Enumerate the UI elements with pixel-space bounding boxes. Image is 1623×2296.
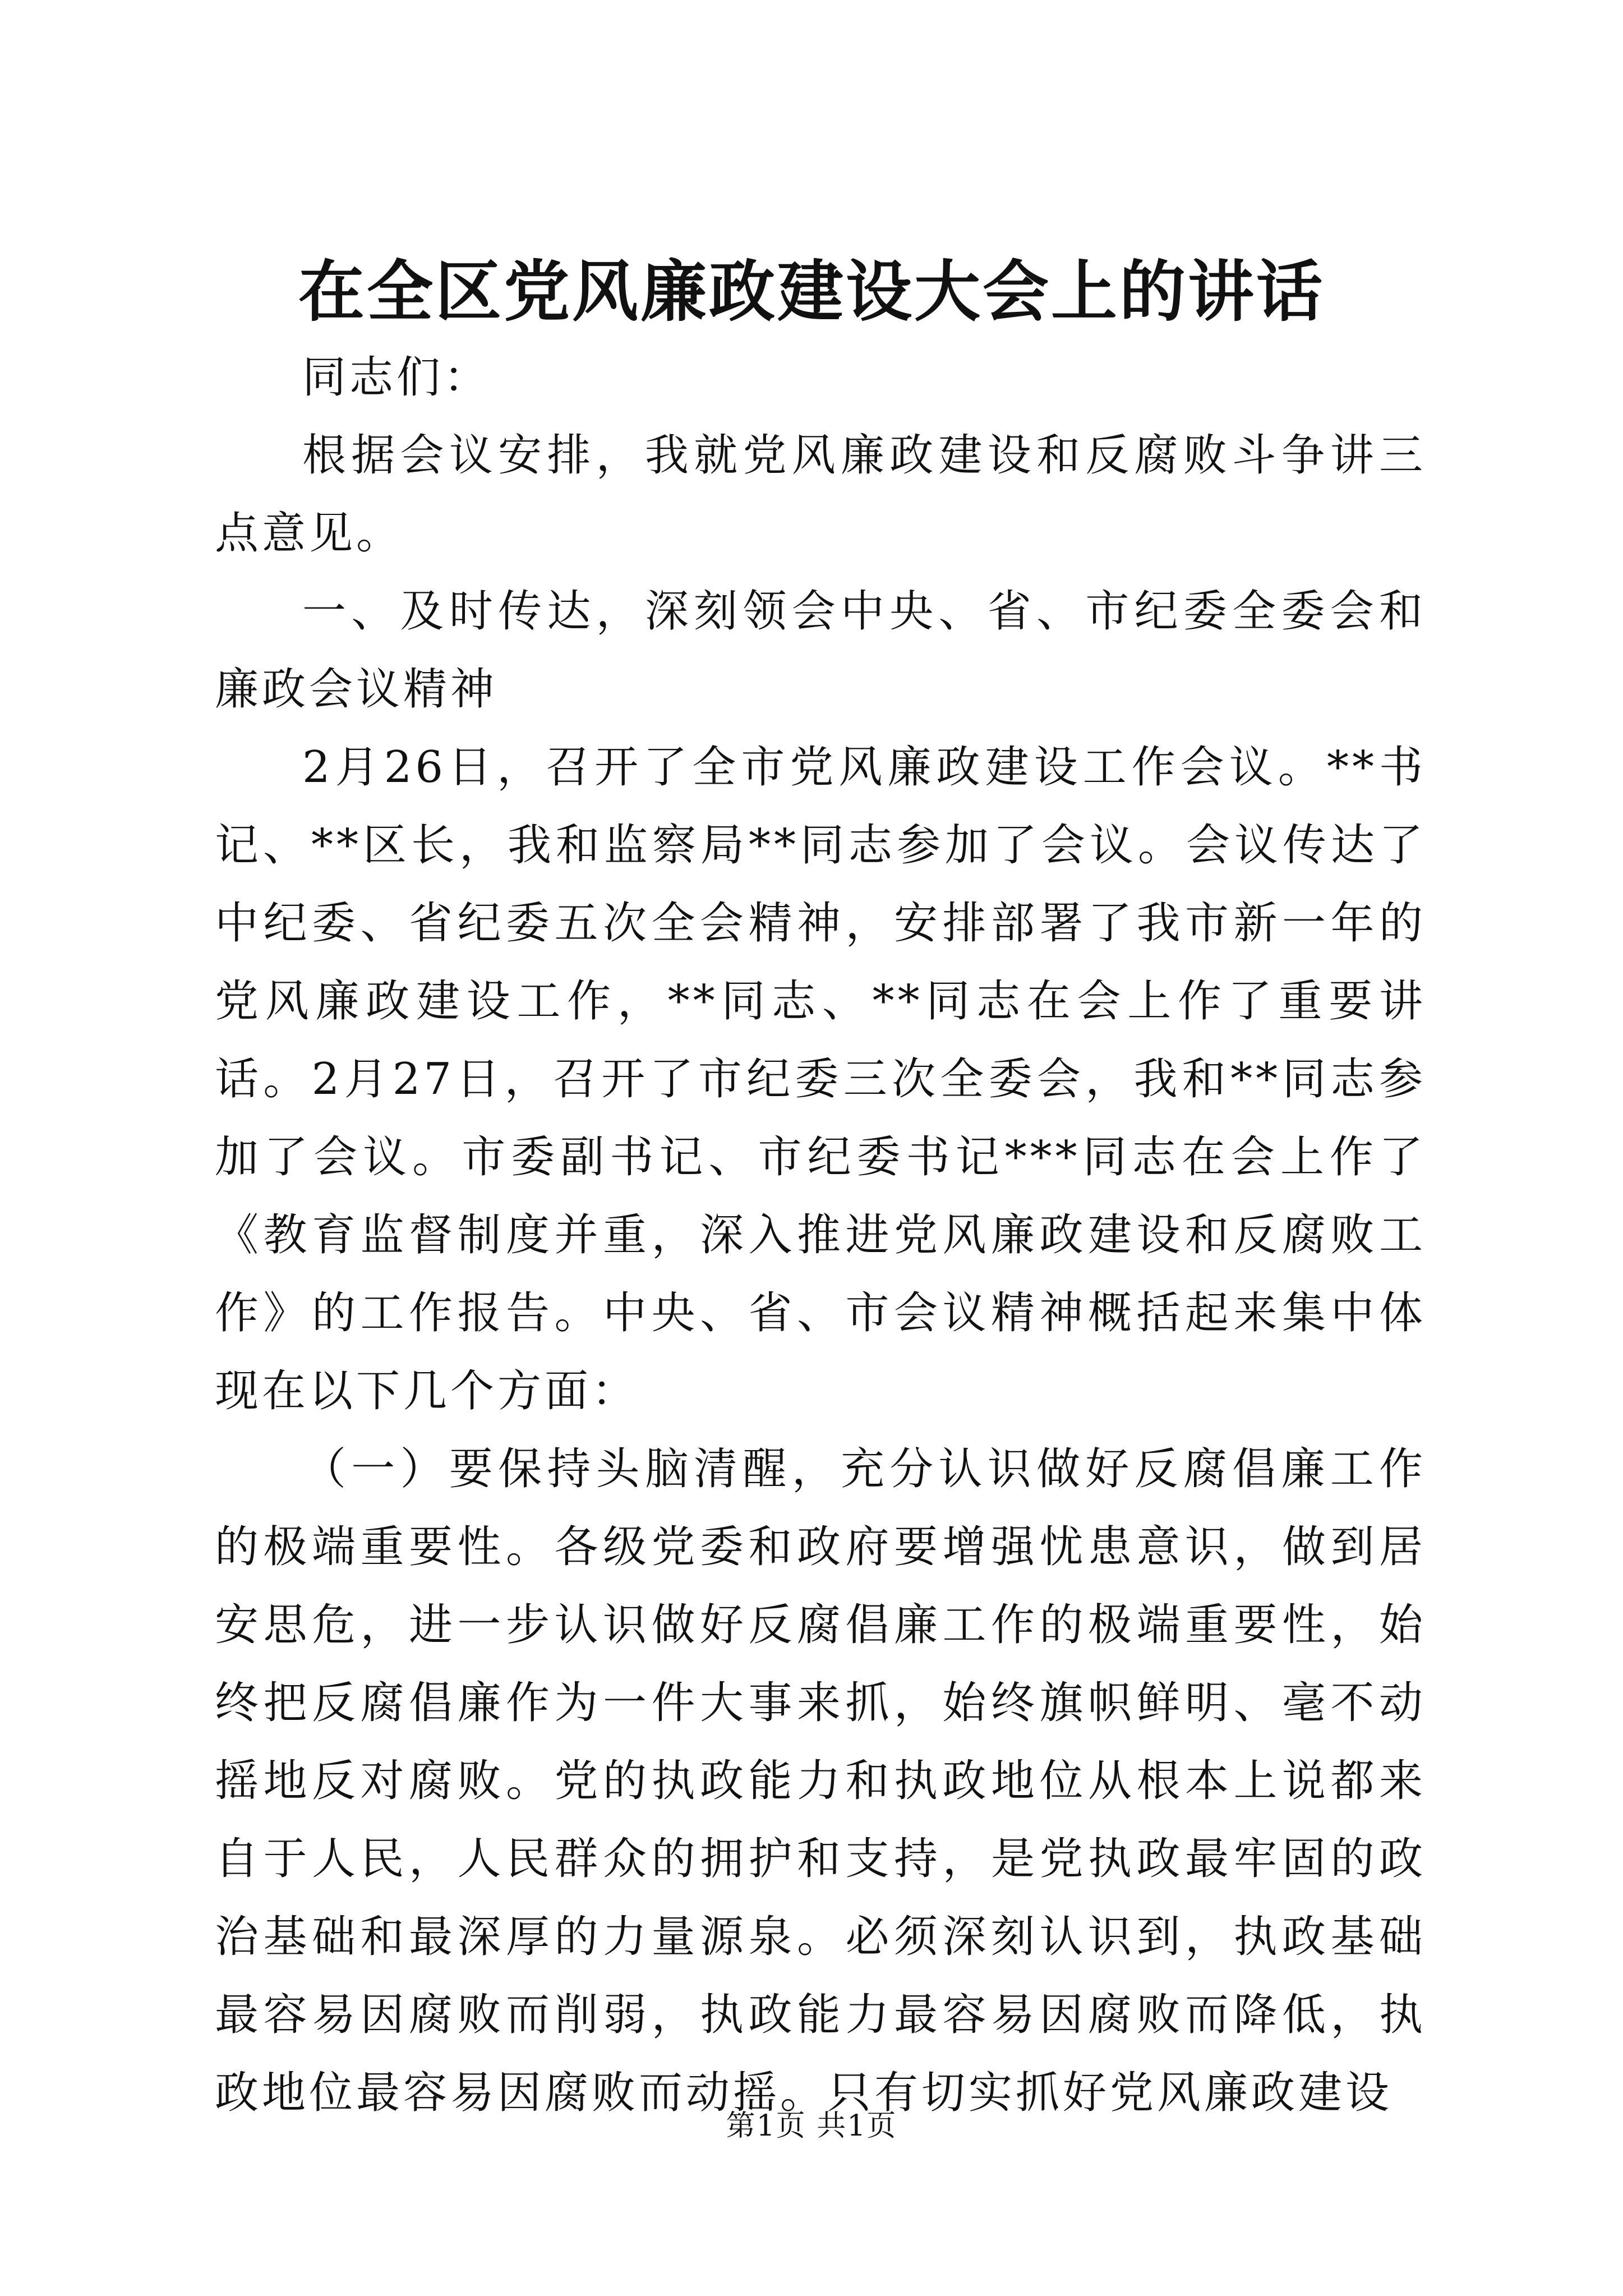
point-one-paragraph: （一）要保持头脑清醒，充分认识做好反腐倡廉工作的极端重要性。各级党委和政府要增强忧患意识，做到居安思危，进一步认识做好反腐倡廉工作的极端重要性，始终把反腐倡廉作为一件大事来抓，始终旗帜鲜明、毫不动摇地反对腐败。党的执政能力和执政地位从根本上说都来自于人民，人民群众的拥护和支持，是党执政最牢固的政治基础和最深厚的力量源泉。必须深刻认识到，执政基础最容易因腐败而削弱，执政能力最容易因腐败而降低，执政地位最容易因腐败而动摇。只有切实抓好党风廉政建设 bbox=[215, 1444, 1426, 2118]
document-title: 在全区党风廉政建设大会上的讲话 bbox=[298, 252, 1325, 330]
section-heading-paragraph: 一、及时传达，深刻领会中央、省、市纪委全委会和廉政会议精神 bbox=[215, 586, 1426, 715]
page-footer: 第1页 共1页 bbox=[726, 2109, 897, 2143]
salutation-paragraph: 同志们： bbox=[302, 352, 491, 403]
meeting-summary-paragraph: 2月26日，召开了全市党风廉政建设工作会议。**书记、**区长，我和监察局**同志参加了会议。会议传达了中纪委、省纪委五次全会精神，安排部署了我市新一年的党风廉政建设工作，**同志、**同志在会上作了重要讲话。2月27日，召开了市纪委三次全委会，我和**同志参加了会议。市委副书记、市纪委书记***同志在会上作了《教育监督制度并重，深入推进党风廉政建设和反腐败工作》的工作报告。中央、省、市会议精神概括起来集中体现在以下几个方面： bbox=[215, 742, 1426, 1416]
document-body bbox=[215, 339, 1426, 2132]
intro-paragraph: 根据会议安排，我就党风廉政建设和反腐败斗争讲三点意见。 bbox=[215, 430, 1426, 559]
